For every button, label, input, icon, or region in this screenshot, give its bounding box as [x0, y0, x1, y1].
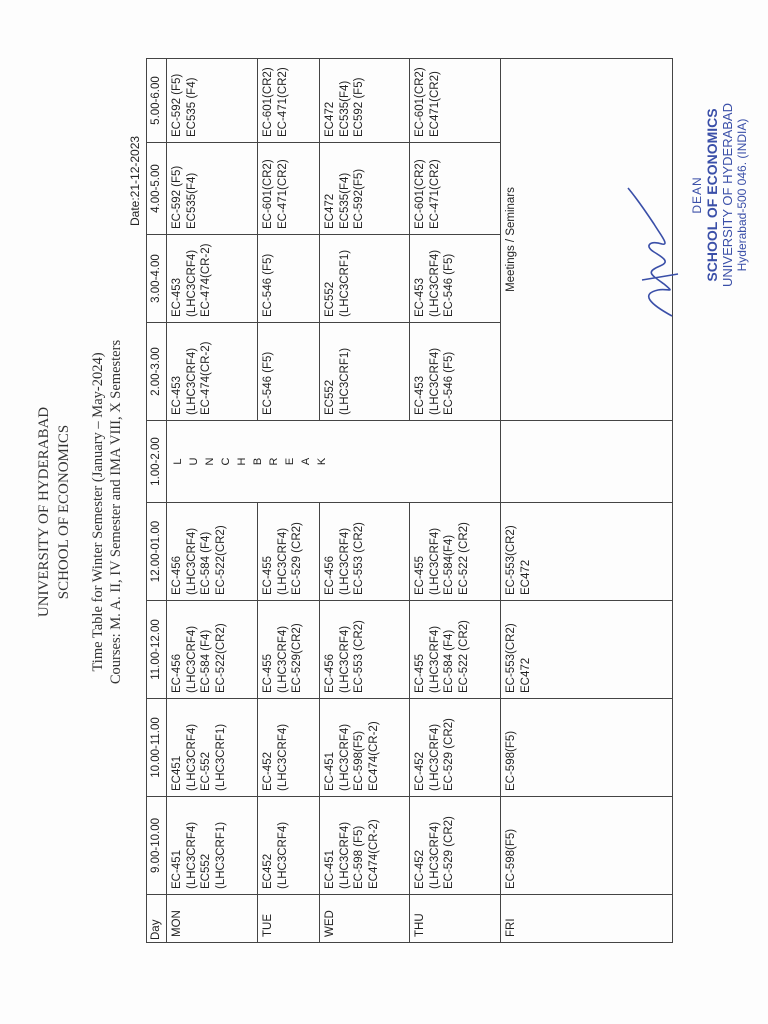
class-cell: [410, 699, 501, 797]
stamp-line: UNIVERSITY OF HYDERABAD: [720, 103, 735, 287]
course-entry: EC-592 (F5): [171, 165, 183, 229]
course-entry: EC552: [324, 281, 336, 317]
course-entry: EC535(F4): [338, 80, 351, 137]
course-entry: EC-546 (F5): [262, 351, 274, 415]
course-entry: EC451: [171, 755, 183, 791]
course-entry: EC-455: [414, 556, 426, 595]
course-entry: EC552: [324, 379, 336, 415]
course-entry: EC-529 (CR2): [291, 522, 303, 595]
course-entry: (LHC3CRF1): [338, 347, 351, 415]
course-entry: EC-456: [324, 556, 336, 595]
course-entry: (LHC3CRF4): [428, 625, 441, 693]
col-header-slot: 9.00-10.00: [147, 797, 167, 895]
lunch-letter: K: [316, 457, 328, 466]
class-cell: [258, 797, 320, 895]
class-cell: [501, 699, 673, 797]
course-entry: EC-453: [414, 278, 426, 317]
school-name: SCHOOL OF ECONOMICS: [56, 424, 72, 600]
course-entry: EC-552: [200, 752, 212, 791]
course-entry: (LHC3CRF4): [338, 625, 351, 693]
course-entry: EC472: [519, 559, 532, 595]
course-entry: EC-453: [414, 376, 426, 415]
course-entry: EC474(CR-2): [367, 819, 380, 889]
course-entry: EC-452: [414, 850, 426, 889]
course-entry: EC-522(CR2): [214, 525, 227, 595]
course-entry: EC-601(CR2): [262, 159, 274, 229]
class-cell: [410, 503, 501, 601]
course-entry: EC-553 (CR2): [353, 522, 365, 595]
course-entry: EC-601(CR2): [414, 67, 426, 137]
col-header-lunch: 1.00-2.00: [147, 421, 167, 503]
course-entry: EC-601(CR2): [262, 67, 274, 137]
course-entry: EC-453: [171, 376, 183, 415]
course-entry: (LHC3CRF4): [428, 723, 441, 791]
class-cell: [258, 235, 320, 323]
course-entry: EC-592(F5): [353, 168, 365, 229]
col-header-slot: 5.00-6.00: [147, 59, 167, 143]
class-cell: [258, 503, 320, 601]
course-entry: EC474(CR-2): [367, 721, 380, 791]
table-row: [167, 59, 258, 943]
class-cell: [258, 699, 320, 797]
class-cell: [320, 59, 410, 143]
course-entry: (LHC3CRF4): [185, 347, 198, 415]
course-entry: EC-529 (CR2): [443, 816, 455, 889]
dean-stamp: [690, 30, 750, 360]
class-cell: [501, 421, 673, 503]
lunch-letter: B: [252, 457, 264, 466]
lunch-letter: U: [188, 457, 200, 466]
course-entry: EC-522 (CR2): [457, 522, 470, 595]
course-entry: (LHC3CRF1): [214, 821, 227, 889]
class-cell: [258, 143, 320, 235]
course-entry: EC-451: [324, 752, 336, 791]
course-entry: EC-455: [414, 654, 426, 693]
col-header-slot: 4.00-5.00: [147, 143, 167, 235]
course-entry: EC-455: [262, 654, 274, 693]
col-header-slot: 3.00-4.00: [147, 235, 167, 323]
course-entry: EC-598(F5): [505, 828, 517, 889]
class-cell: [167, 699, 258, 797]
course-entry: EC472: [519, 657, 532, 693]
course-entry: (LHC3CRF4): [428, 527, 441, 595]
course-entry: EC535 (F4): [185, 77, 198, 137]
class-cell: [410, 797, 501, 895]
course-entry: (LHC3CRF4): [185, 723, 198, 791]
course-entry: EC-584 (F4): [200, 531, 212, 595]
lunch-letter: E: [284, 457, 296, 466]
class-cell: [501, 601, 673, 699]
class-cell: [167, 601, 258, 699]
course-entry: EC472: [324, 193, 336, 229]
lunch-letter: H: [236, 457, 248, 466]
class-cell: [320, 503, 410, 601]
timetable-body: [167, 59, 673, 943]
lunch-letter: L: [172, 458, 184, 465]
course-entry: (LHC3CRF4): [428, 249, 441, 317]
course-entry: EC-598(F5): [505, 730, 517, 791]
class-cell: [410, 323, 501, 421]
course-entry: EC-456: [171, 556, 183, 595]
course-entry: EC-546 (F5): [443, 253, 455, 317]
course-entry: EC-601(CR2): [414, 159, 426, 229]
class-cell: [320, 699, 410, 797]
class-cell: [320, 143, 410, 235]
course-entry: (LHC3CRF4): [276, 723, 289, 791]
course-entry: EC-529(CR2): [291, 623, 303, 693]
course-entry: (LHC3CRF4): [338, 723, 351, 791]
course-entry: EC-553 (CR2): [353, 620, 365, 693]
course-entry: EC-598(F5): [353, 730, 365, 791]
course-entry: EC-553(CR2): [505, 623, 517, 693]
course-entry: EC-471(CR2): [276, 67, 289, 137]
course-entry: EC-471(CR2): [428, 159, 441, 229]
course-entry: EC552: [200, 853, 212, 889]
course-entry: (LHC3CRF4): [338, 527, 351, 595]
courses-line: Courses: M. A. II, IV Semester and IMA VIII, X Semesters: [108, 339, 124, 685]
class-cell: [167, 59, 258, 143]
course-entry: (LHC3CRF1): [338, 249, 351, 317]
timetable-title: Time Table for Winter Semester (January – May-2024): [90, 352, 106, 672]
course-entry: (LHC3CRF4): [185, 821, 198, 889]
course-entry: EC-456: [171, 654, 183, 693]
course-entry: (LHC3CRF4): [276, 527, 289, 595]
col-header-slot: 2.00-3.00: [147, 323, 167, 421]
course-entry: EC535(F4): [185, 172, 198, 229]
class-cell: [258, 59, 320, 143]
course-entry: EC-522 (CR2): [457, 620, 470, 693]
document-date: Date:21-12-2023: [128, 135, 142, 226]
class-cell: [167, 143, 258, 235]
stamp-line: SCHOOL OF ECONOMICS: [704, 108, 720, 282]
col-header-slot: 12.00-01.00: [147, 503, 167, 601]
class-cell: [320, 323, 410, 421]
class-cell: [167, 503, 258, 601]
class-cell: [167, 797, 258, 895]
lunch-letter: N: [204, 457, 216, 466]
header-row: [147, 59, 167, 943]
course-entry: EC-553(CR2): [505, 525, 517, 595]
class-cell: [167, 235, 258, 323]
course-entry: (LHC3CRF4): [338, 821, 351, 889]
course-entry: EC-455: [262, 556, 274, 595]
class-cell: [410, 59, 501, 143]
course-entry: EC-474(CR-2): [200, 243, 212, 317]
class-cell: [320, 235, 410, 323]
course-entry: EC-592 (F5): [171, 73, 183, 137]
stamp-line: DEAN: [690, 176, 704, 214]
course-entry: EC-451: [171, 850, 183, 889]
course-entry: EC-598 (F5): [353, 825, 365, 889]
day-cell: TUE: [258, 895, 320, 943]
course-entry: EC-546 (F5): [262, 253, 274, 317]
meetings-seminars-cell: Meetings / Seminars: [501, 59, 673, 421]
course-entry: EC-584 (F4): [200, 629, 212, 693]
day-cell: WED: [320, 895, 410, 943]
class-cell: [320, 797, 410, 895]
university-name: UNIVERSITY OF HYDERABAD: [36, 406, 52, 618]
class-cell: [501, 503, 673, 601]
course-entry: EC-522(CR2): [214, 623, 227, 693]
course-entry: (LHC3CRF4): [428, 821, 441, 889]
timetable-table: [146, 58, 673, 943]
course-entry: (LHC3CRF4): [276, 821, 289, 889]
course-entry: (LHC3CRF4): [185, 249, 198, 317]
course-entry: EC471(CR2): [428, 71, 441, 137]
course-entry: EC592 (F5): [353, 77, 365, 137]
course-entry: (LHC3CRF1): [214, 723, 227, 791]
course-entry: EC-584(F4): [443, 534, 455, 595]
course-entry: EC-584 (F4): [443, 629, 455, 693]
day-cell: THU: [410, 895, 501, 943]
lunch-letter: C: [220, 457, 232, 466]
class-cell: [258, 601, 320, 699]
stamp-line: Hyderabad-500 046. (INDIA): [735, 118, 749, 272]
col-header-day: Day: [147, 895, 167, 943]
course-entry: EC452: [262, 853, 274, 889]
lunch-letter: A: [300, 457, 312, 466]
course-entry: EC-471(CR2): [276, 159, 289, 229]
class-cell: [410, 235, 501, 323]
course-entry: EC-452: [414, 752, 426, 791]
dean-signature-icon: [620, 184, 690, 324]
lunch-break-cell: [167, 421, 501, 503]
course-entry: EC-474(CR-2): [200, 341, 212, 415]
col-header-slot: 11.00-12.00: [147, 601, 167, 699]
class-cell: [410, 143, 501, 235]
day-cell: FRI: [501, 895, 673, 943]
course-entry: EC535(F4): [338, 172, 351, 229]
course-entry: (LHC3CRF4): [428, 347, 441, 415]
course-entry: EC472: [324, 101, 336, 137]
class-cell: [258, 323, 320, 421]
col-header-slot: 10.00-11.00: [147, 699, 167, 797]
course-entry: EC-456: [324, 654, 336, 693]
course-entry: (LHC3CRF4): [185, 527, 198, 595]
course-entry: EC-453: [171, 278, 183, 317]
lunch-letter: R: [268, 457, 280, 466]
course-entry: EC-451: [324, 850, 336, 889]
course-entry: EC-529 (CR2): [443, 718, 455, 791]
class-cell: [320, 601, 410, 699]
course-entry: (LHC3CRF4): [276, 625, 289, 693]
class-cell: [167, 323, 258, 421]
class-cell: [501, 797, 673, 895]
class-cell: [410, 601, 501, 699]
day-cell: MON: [167, 895, 258, 943]
course-entry: (LHC3CRF4): [185, 625, 198, 693]
course-entry: EC-546 (F5): [443, 351, 455, 415]
course-entry: EC-452: [262, 752, 274, 791]
